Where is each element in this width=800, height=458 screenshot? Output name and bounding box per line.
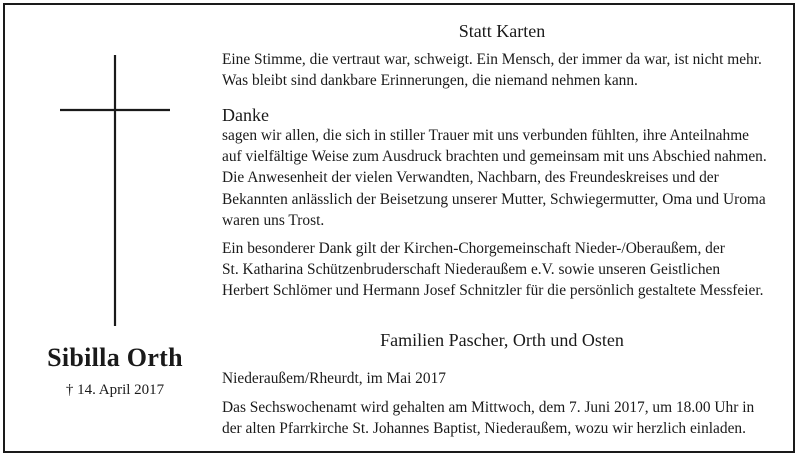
service-line: der alten Pfarrkirche St. Johannes Baptist, Niederaußem, wozu wir herzlich einladen. bbox=[222, 420, 746, 438]
thanks-paragraph bbox=[222, 125, 782, 231]
family-signature: Familien Pascher, Orth und Osten bbox=[380, 330, 624, 350]
thanks-heading: Danke bbox=[222, 105, 269, 125]
thanks-line: sagen wir allen, die sich in stiller Trauer mit uns verbunden fühlten, ihre Anteilnahme bbox=[222, 127, 750, 144]
deceased-name: Sibilla Orth bbox=[47, 343, 183, 372]
death-date: † 14. April 2017 bbox=[65, 382, 165, 398]
intro-paragraph bbox=[222, 49, 782, 91]
place-date-line: Niederaußem/Rheurdt, im Mai 2017 bbox=[222, 370, 446, 387]
thanks-line: Bekannten anlässlich der Beisetzung unserer Mutter, Schwiegermutter, Oma und Uroma bbox=[222, 190, 766, 208]
thanks-line: waren uns Trost. bbox=[222, 211, 325, 229]
intro-line: Eine Stimme, die vertraut war, schweigt. Ein Mensch, der immer da war, ist nicht mehr. bbox=[222, 51, 762, 68]
service-paragraph bbox=[222, 397, 782, 439]
notice-title: Statt Karten bbox=[458, 21, 546, 41]
place-date bbox=[222, 368, 782, 389]
thanks-line: Die Anwesenheit der vielen Verwandten, Nachbarn, des Freundeskreises und der bbox=[222, 169, 719, 187]
special-thanks-paragraph bbox=[222, 238, 782, 302]
service-line: Das Sechswochenamt wird gehalten am Mittwoch, dem 7. Juni 2017, um 18.00 Uhr in bbox=[222, 399, 755, 416]
thanks-line: auf vielfältige Weise zum Ausdruck brachten und gemeinsam mit uns Abschied nahmen. bbox=[222, 148, 767, 166]
special-thanks-line: Ein besonderer Dank gilt der Kirchen-Chorgemeinschaft Nieder-/Oberaußem, der bbox=[222, 240, 725, 257]
intro-line: Was bleibt sind dankbare Erinnerungen, die niemand nehmen kann. bbox=[222, 72, 638, 90]
special-thanks-line: St. Katharina Schützenbruderschaft Niederaußem e.V. sowie unseren Geistlichen bbox=[222, 261, 721, 279]
special-thanks-line: Herbert Schlömer und Hermann Josef Schnitzler für die persönlich gestaltete Messfeier. bbox=[222, 282, 764, 300]
